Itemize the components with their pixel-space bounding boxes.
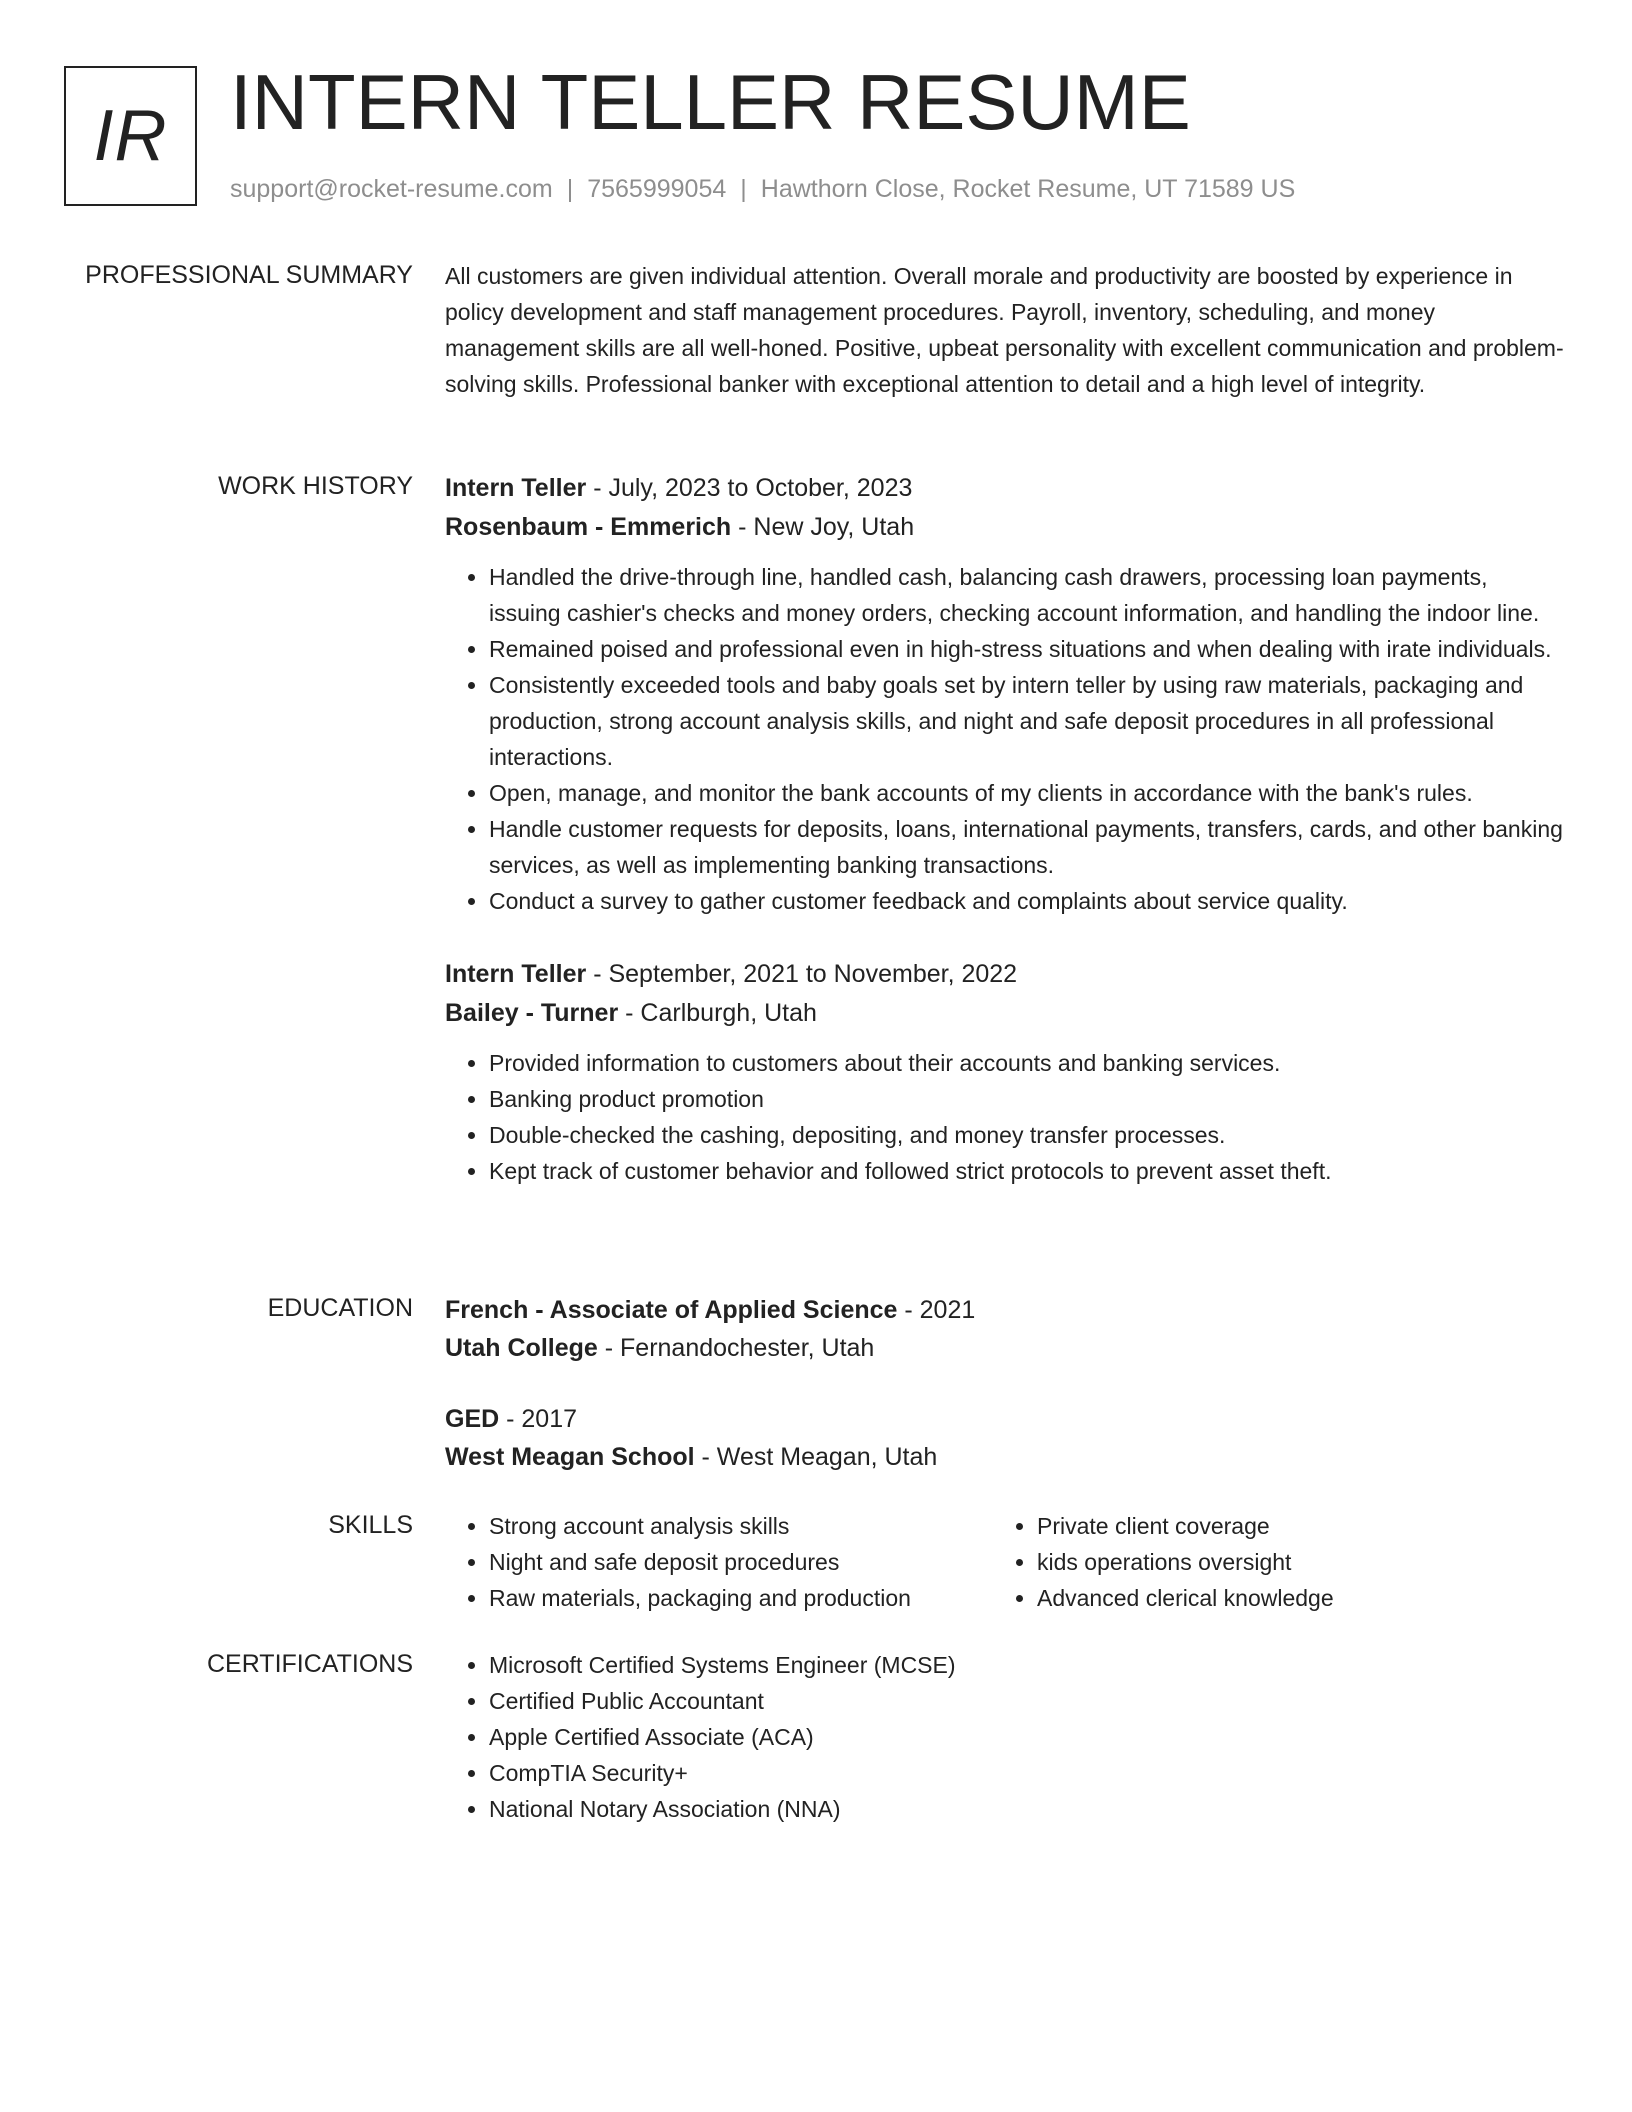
section-label-certifications: CERTIFICATIONS [206,1650,413,1678]
education-entry [445,1291,1565,1367]
job-title-line [445,469,1565,508]
contact-separator: | [740,175,747,203]
education-location: - Fernandochester, Utah [597,1334,875,1362]
job-title: Intern Teller [445,960,587,988]
certification-item: • Microsoft Certified Systems Engineer (MCSE) [489,1647,1565,1683]
skill-item: • Strong account analysis skills [489,1508,993,1544]
job-entry [445,955,1565,1189]
job-location: - Carlburgh, Utah [618,999,817,1027]
job-bullets [445,559,1565,919]
contact-separator: | [566,175,574,203]
certification-item: • National Notary Association (NNA) [489,1791,1565,1827]
work-history-body [445,469,1565,1189]
skills-grid [445,1508,1565,1616]
education-location: - West Meagan, Utah [694,1443,938,1471]
monogram-text: IR [93,96,168,176]
education-school: West Meagan School [445,1443,695,1471]
job-title: Intern Teller [445,474,587,502]
section-label-education: EDUCATION [267,1294,413,1322]
education-degree: GED [445,1405,500,1433]
summary-body [445,258,1565,402]
job-bullet: • Provided information to customers about their accounts and banking services. [489,1045,1565,1081]
skill-item: • Night and safe deposit procedures [489,1544,993,1580]
job-bullet: • Remained poised and professional even in high-stress situations and when dealing with irate individuals. [489,631,1565,667]
contact-address: Hawthorn Close, Rocket Resume, UT 71589 US [760,175,1296,203]
education-year: - 2021 [897,1296,976,1324]
education-school-line [445,1438,1565,1476]
monogram-badge [64,66,197,206]
section-label-work-history: WORK HISTORY [218,472,413,500]
section-label-skills: SKILLS [328,1511,413,1539]
skill-item: • Private client coverage [1037,1508,1541,1544]
contact-line [230,174,1295,204]
education-degree-line [445,1400,1565,1438]
skill-item: • kids operations oversight [1037,1544,1541,1580]
job-company: Rosenbaum - Emmerich [445,513,732,541]
education-school: Utah College [445,1334,598,1362]
certification-item: • Certified Public Accountant [489,1683,1565,1719]
job-dates: - September, 2021 to November, 2022 [586,960,1018,988]
education-body [445,1291,1565,1476]
skills-column-left [445,1508,993,1616]
certifications-body [445,1647,1565,1827]
skill-item: • Advanced clerical knowledge [1037,1580,1541,1616]
job-dates: - July, 2023 to October, 2023 [586,474,913,502]
job-bullets [445,1045,1565,1189]
job-location: - New Joy, Utah [731,513,915,541]
job-entry [445,469,1565,919]
job-company: Bailey - Turner [445,999,619,1027]
education-school-line [445,1329,1565,1367]
contact-email: support@rocket-resume.com [230,175,553,203]
education-year: - 2017 [499,1405,578,1433]
job-bullet: • Handled the drive-through line, handled cash, balancing cash drawers, processing loan payments, issuing cashier's checks and money orders, checking account information, and handling the indoor line. [489,559,1565,631]
education-degree: French - Associate of Applied Science [445,1296,898,1324]
contact-phone: 7565999054 [587,175,727,203]
certification-item: • CompTIA Security+ [489,1755,1565,1791]
summary-text: All customers are given individual attention. Overall morale and productivity are boosted by experience in policy development and staff management procedures. Payroll, inventory, scheduling, and money management skills are all well-honed. Positive, upbeat personality with excellent communication and problem-solving skills. Professional banker with exceptional attention to detail and a high level of integrity. [445,263,1564,397]
education-entry [445,1400,1565,1476]
job-bullet: • Kept track of customer behavior and followed strict protocols to prevent asset theft. [489,1153,1565,1189]
job-title-line [445,955,1565,994]
certifications-list [445,1647,1565,1827]
job-company-line [445,994,1565,1033]
skill-item: • Raw materials, packaging and production [489,1580,993,1616]
resume-title: INTERN TELLER RESUME [230,58,1191,146]
certification-item: • Apple Certified Associate (ACA) [489,1719,1565,1755]
section-label-summary: PROFESSIONAL SUMMARY [85,261,413,289]
skills-column-right [993,1508,1541,1616]
education-degree-line [445,1291,1565,1329]
job-bullet: • Open, manage, and monitor the bank accounts of my clients in accordance with the bank's rules. [489,775,1565,811]
job-bullet: • Double-checked the cashing, depositing, and money transfer processes. [489,1117,1565,1153]
skills-body [445,1508,1565,1616]
job-company-line [445,508,1565,547]
job-bullet: • Conduct a survey to gather customer feedback and complaints about service quality. [489,883,1565,919]
job-bullet: • Handle customer requests for deposits, loans, international payments, transfers, cards, and other banking services, as well as implementing banking transactions. [489,811,1565,883]
job-bullet: • Banking product promotion [489,1081,1565,1117]
job-bullet: • Consistently exceeded tools and baby goals set by intern teller by using raw materials, packaging and production, strong account analysis skills, and night and safe deposit procedures in all professional interactions. [489,667,1565,775]
